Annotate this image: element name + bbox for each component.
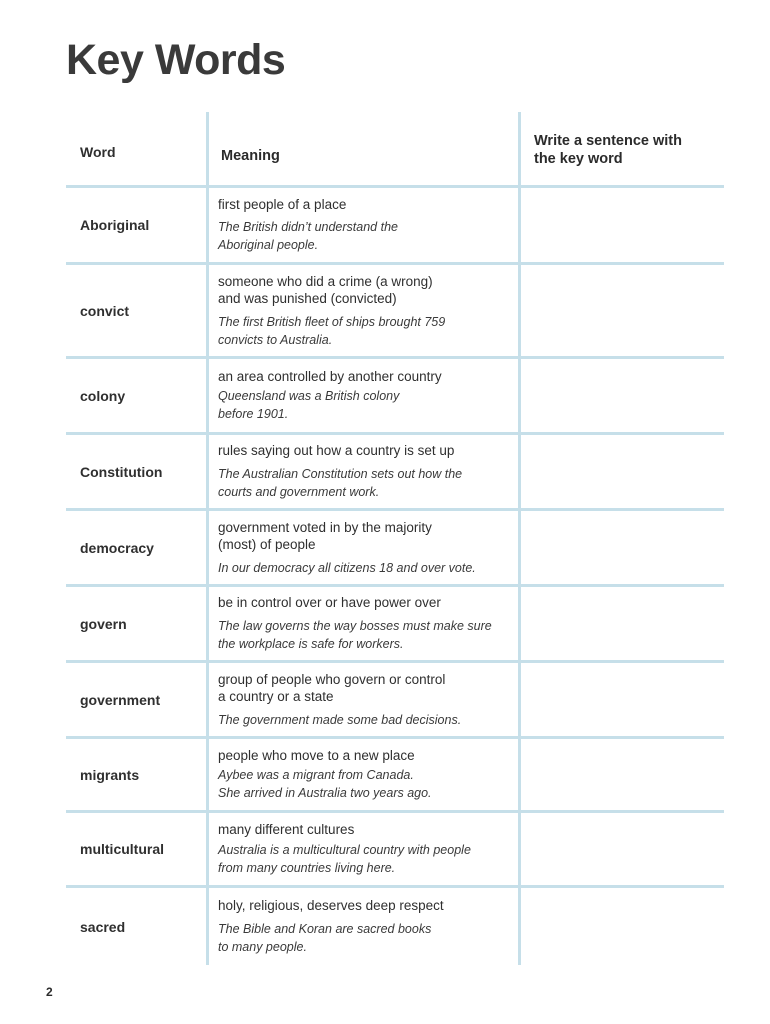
table-row <box>66 188 724 265</box>
meaning-cell <box>206 265 518 356</box>
definition-text: first people of a place <box>218 196 347 212</box>
word-cell: Aboriginal <box>80 217 150 233</box>
sentence-input-cell[interactable] <box>518 813 724 885</box>
definition-text: people who move to a new place <box>218 748 415 764</box>
word-cell: Constitution <box>80 463 163 480</box>
sentence-input-cell[interactable] <box>518 739 724 810</box>
sentence-input-cell[interactable] <box>518 663 724 736</box>
definition-text: be in control over or have power over <box>218 595 441 611</box>
word-cell: colony <box>80 387 126 404</box>
example-sentence: The Bible and Koran are sacred books to many people. <box>218 921 432 954</box>
sentence-input-cell[interactable] <box>518 359 724 432</box>
definition-text: someone who did a crime (a wrong) and was punished (convicted) <box>218 273 433 306</box>
table-row <box>66 739 724 813</box>
meaning-cell <box>206 739 518 810</box>
column-header-meaning: Meaning <box>206 112 518 185</box>
table-row <box>66 888 724 965</box>
definition-text: government voted in by the majority (most) of people <box>218 519 432 552</box>
sentence-input-cell[interactable] <box>518 888 724 965</box>
definition-text: an area controlled by another country <box>218 368 442 384</box>
column-header-sentence-label: Write a sentence with the key word <box>534 132 682 167</box>
word-cell: migrants <box>80 766 140 783</box>
word-cell: government <box>80 691 161 708</box>
meaning-cell <box>206 435 518 508</box>
example-sentence: Queensland was a British colony before 1901. <box>218 389 400 422</box>
sentence-input-cell[interactable] <box>518 435 724 508</box>
table-row <box>66 813 724 888</box>
definition-text: many different cultures <box>218 822 355 838</box>
table-row <box>66 359 724 435</box>
example-sentence: The government made some bad decisions. <box>218 712 462 727</box>
example-sentence: Australia is a multicultural country with people from many countries living here. <box>218 842 471 875</box>
definition-text: rules saying out how a country is set up <box>218 443 455 459</box>
column-header-sentence <box>518 112 724 185</box>
example-sentence: The law governs the way bosses must make sure the workplace is safe for workers. <box>218 618 492 651</box>
word-cell: sacred <box>80 918 126 935</box>
definition-text: holy, religious, deserves deep respect <box>218 898 444 914</box>
key-words-table <box>66 112 724 965</box>
meaning-cell <box>206 511 518 584</box>
example-sentence: In our democracy all citizens 18 and over vote. <box>218 560 476 575</box>
table-row <box>66 265 724 359</box>
word-cell: democracy <box>80 539 154 556</box>
example-sentence: The Australian Constitution sets out how the courts and government work. <box>218 466 463 499</box>
table-row <box>66 587 724 663</box>
example-sentence: Aybee was a migrant from Canada. She arrived in Australia two years ago. <box>218 767 432 800</box>
sentence-input-cell[interactable] <box>518 265 724 356</box>
definition-text: group of people who govern or control a country or a state <box>218 671 446 704</box>
table-header-row <box>66 112 724 188</box>
meaning-cell <box>206 813 518 885</box>
word-cell: convict <box>80 302 130 319</box>
sentence-input-cell[interactable] <box>518 511 724 584</box>
table-row <box>66 511 724 587</box>
sentence-input-cell[interactable] <box>518 587 724 660</box>
sentence-input-cell[interactable] <box>518 188 724 262</box>
example-sentence: The British didn’t understand the Aboriginal people. <box>218 220 398 253</box>
table-row <box>66 663 724 739</box>
example-sentence: The first British fleet of ships brought 759 convicts to Australia. <box>218 314 446 347</box>
meaning-cell <box>206 663 518 736</box>
column-header-word: Word <box>80 143 116 160</box>
meaning-cell <box>206 888 518 965</box>
word-cell: govern <box>80 615 127 632</box>
page-number: 2 <box>46 985 53 999</box>
meaning-cell <box>206 188 518 262</box>
meaning-cell <box>206 587 518 660</box>
table-row <box>66 435 724 511</box>
page-title: Key Words <box>66 36 286 84</box>
word-cell: multicultural <box>80 841 165 857</box>
meaning-cell <box>206 359 518 432</box>
